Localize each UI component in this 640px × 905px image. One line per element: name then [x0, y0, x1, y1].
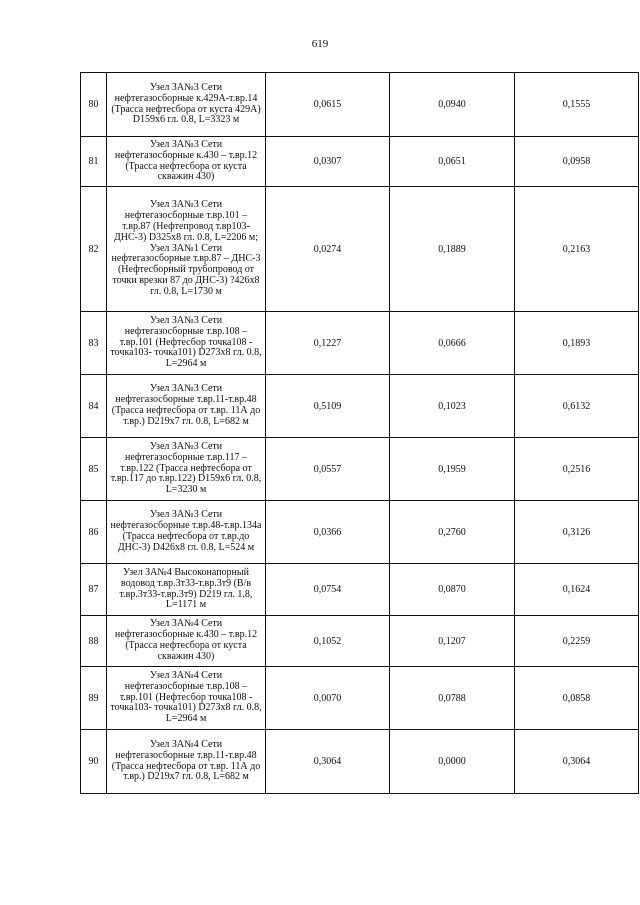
row-value-2: 0,0870	[390, 564, 515, 616]
row-number: 90	[81, 730, 107, 794]
row-value-1: 0,0307	[266, 137, 390, 187]
row-description: Узел ЗА№3 Сети нефтегазосборные т.вр.108 – т.вр.101 (Нефтесбор точка108 - точка103- точка101) D273x8 гл. 0.8, L=2964 м	[107, 312, 266, 375]
row-value-3: 0,1624	[515, 564, 639, 616]
table-row	[81, 616, 639, 667]
row-value-2: 0,0651	[390, 137, 515, 187]
row-description: Узел ЗА№3 Сети нефтегазосборные т.вр.48-т.вр.134а (Трасса нефтесбора от т.вр.до ДНС-3) D426x8 гл. 0.8, L=524 м	[107, 501, 266, 564]
row-description: Узел ЗА№3 Сети нефтегазосборные т.вр.11-т.вр.48 (Трасса нефтесбора от т.вр. 11А до т.вр.) D219x7 гл. 0.8, L=682 м	[107, 375, 266, 438]
row-number: 87	[81, 564, 107, 616]
row-description: Узел ЗА№4 Сети нефтегазосборные т.вр.108 – т.вр.101 (Нефтесбор точка108 - точка103- точка101) D273x8 гл. 0.8, L=2964 м	[107, 667, 266, 730]
row-value-3: 0,2163	[515, 187, 639, 312]
row-value-1: 0,0070	[266, 667, 390, 730]
row-value-2: 0,1207	[390, 616, 515, 667]
row-value-3: 0,3126	[515, 501, 639, 564]
row-number: 81	[81, 137, 107, 187]
table-row	[81, 187, 639, 312]
table-row	[81, 730, 639, 794]
row-description: Узел ЗА№3 Сети нефтегазосборные т.вр.101 – т.вр.87 (Нефтепровод т.вр103-ДНС-3) D325x8 гл. 0.8, L=2206 м; Узел ЗА№1 Сети нефтегазосборные т.вр.87 – ДНС-3 (Нефтесборный трубопровод от точки врезки 87 до ДНС-3) ?426x8 гл. 0.8, L=1730 м	[107, 187, 266, 312]
row-value-2: 0,0666	[390, 312, 515, 375]
row-value-2: 0,1023	[390, 375, 515, 438]
table-row	[81, 564, 639, 616]
row-value-3: 0,2516	[515, 438, 639, 501]
data-table	[80, 72, 639, 794]
row-value-2: 0,2760	[390, 501, 515, 564]
row-description: Узел ЗА№3 Сети нефтегазосборные к.429А-т.вр.14 (Трасса нефтесбора от куста 429А) D159x6 гл. 0.8, L=3323 м	[107, 73, 266, 137]
row-value-1: 0,0615	[266, 73, 390, 137]
row-description: Узел ЗА№3 Сети нефтегазосборные т.вр.117 – т.вр.122 (Трасса нефтесбора от т.вр.117 до т.вр.122) D159x6 гл. 0.8, L=3230 м	[107, 438, 266, 501]
table-row	[81, 667, 639, 730]
page-number: 619	[311, 38, 329, 50]
row-value-3: 0,2259	[515, 616, 639, 667]
row-number: 89	[81, 667, 107, 730]
row-description: Узел ЗА№4 Высоконапорный водовод т.вр.3т33-т.вр.3т9 (В/в т.вр.3т33-т.вр.3т9) D219 гл. 1.8, L=1171 м	[107, 564, 266, 616]
row-value-1: 0,1052	[266, 616, 390, 667]
row-value-2: 0,1959	[390, 438, 515, 501]
row-value-1: 0,0754	[266, 564, 390, 616]
row-number: 84	[81, 375, 107, 438]
row-value-1: 0,0366	[266, 501, 390, 564]
row-number: 85	[81, 438, 107, 501]
row-value-3: 0,6132	[515, 375, 639, 438]
row-description: Узел ЗА№4 Сети нефтегазосборные т.вр.11-т.вр.48 (Трасса нефтесбора от т.вр. 11А до т.вр.) D219x7 гл. 0.8, L=682 м	[107, 730, 266, 794]
row-number: 83	[81, 312, 107, 375]
row-value-2: 0,1889	[390, 187, 515, 312]
row-value-2: 0,0940	[390, 73, 515, 137]
row-value-3: 0,0958	[515, 137, 639, 187]
row-number: 88	[81, 616, 107, 667]
row-number: 82	[81, 187, 107, 312]
row-number: 80	[81, 73, 107, 137]
table-row	[81, 438, 639, 501]
table-row	[81, 73, 639, 137]
row-value-1: 0,1227	[266, 312, 390, 375]
row-value-1: 0,0274	[266, 187, 390, 312]
table-row	[81, 501, 639, 564]
row-description: Узел ЗА№4 Сети нефтегазосборные к.430 – т.вр.12 (Трасса нефтесбора от куста скважин 430)	[107, 616, 266, 667]
row-number: 86	[81, 501, 107, 564]
row-value-1: 0,5109	[266, 375, 390, 438]
row-value-1: 0,0557	[266, 438, 390, 501]
table-row	[81, 375, 639, 438]
table-row	[81, 312, 639, 375]
row-value-2: 0,0000	[390, 730, 515, 794]
table-row	[81, 137, 639, 187]
row-value-3: 0,1893	[515, 312, 639, 375]
row-value-1: 0,3064	[266, 730, 390, 794]
row-description: Узел ЗА№3 Сети нефтегазосборные к.430 – т.вр.12 (Трасса нефтесбора от куста скважин 430)	[107, 137, 266, 187]
row-value-2: 0,0788	[390, 667, 515, 730]
row-value-3: 0,1555	[515, 73, 639, 137]
row-value-3: 0,3064	[515, 730, 639, 794]
row-value-3: 0,0858	[515, 667, 639, 730]
